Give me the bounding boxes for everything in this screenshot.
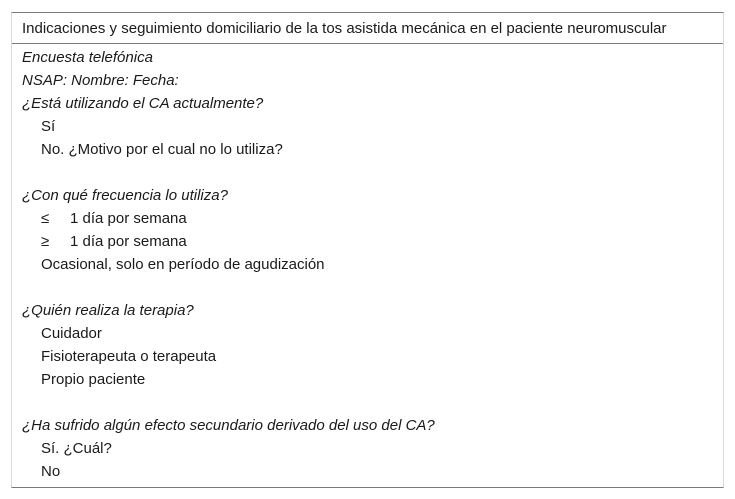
survey-title: Encuesta telefónica (22, 49, 153, 66)
less-equal-symbol: ≤ (41, 210, 50, 227)
greater-equal-symbol: ≥ (41, 233, 50, 250)
spacer (22, 391, 723, 414)
option-frequency-le (22, 207, 723, 230)
option-no-reason: No. ¿Motivo por el cual no lo utiliza? (41, 141, 283, 158)
option-yes: Sí (41, 118, 56, 135)
option-caregiver: Cuidador (41, 325, 102, 342)
question-who-performs: ¿Quién realiza la terapia? (22, 302, 194, 319)
table-header: Indicaciones y seguimiento domiciliario de la tos asistida mecánica en el paciente neuromuscular (12, 13, 723, 44)
survey-table (11, 12, 724, 488)
question-frequency: ¿Con qué frecuencia lo utiliza? (22, 187, 228, 204)
option-frequency-ge-text: 1 día por semana (70, 233, 187, 250)
option-side-effect-yes: Sí. ¿Cuál? (41, 440, 112, 457)
spacer (22, 161, 723, 184)
question-current-use: ¿Está utilizando el CA actualmente? (22, 95, 264, 112)
option-side-effect-no: No (41, 463, 61, 480)
option-patient: Propio paciente (41, 371, 146, 388)
option-physiotherapist: Fisioterapeuta o terapeuta (41, 348, 217, 365)
option-frequency-ge (22, 230, 723, 253)
spacer (22, 276, 723, 299)
option-frequency-occasional: Ocasional, solo en período de agudización (41, 256, 325, 273)
option-frequency-le-text: 1 día por semana (70, 210, 187, 227)
table-body (12, 44, 723, 483)
question-side-effects: ¿Ha sufrido algún efecto secundario derivado del uso del CA? (22, 417, 435, 434)
survey-fields: NSAP: Nombre: Fecha: (22, 72, 179, 89)
